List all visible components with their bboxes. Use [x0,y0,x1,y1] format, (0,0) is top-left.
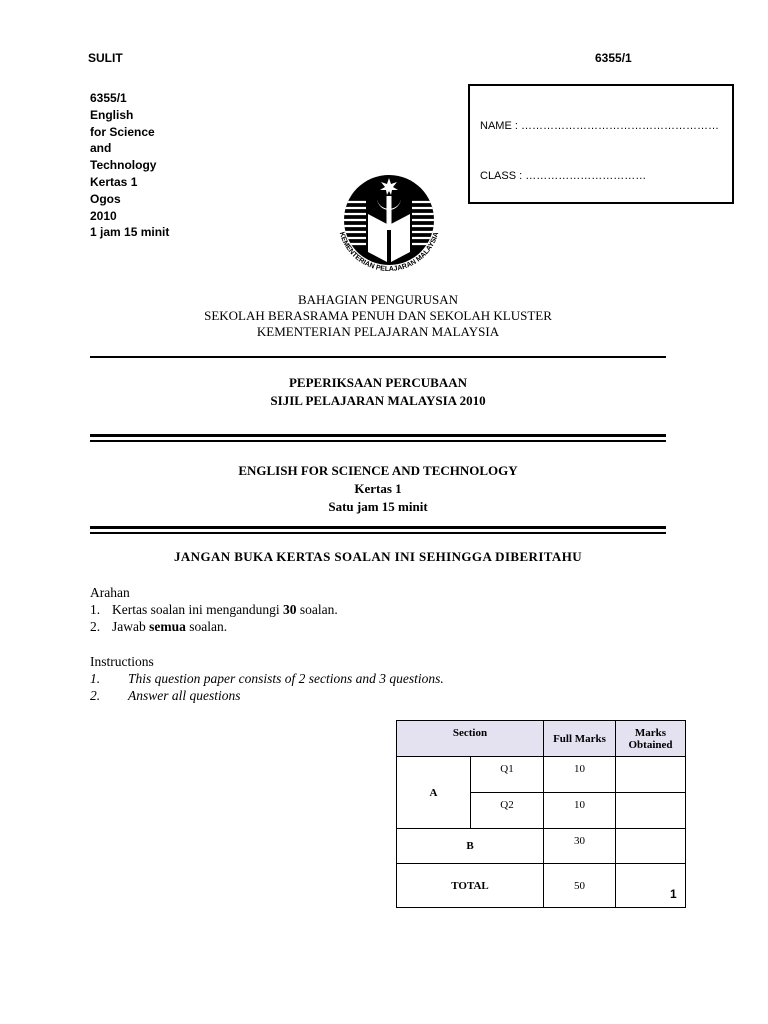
instructions-section [90,653,444,704]
organisation-line: KEMENTERIAN PELAJARAN MALAYSIA [256,324,500,339]
table-row [397,829,686,864]
paper-info-line: for Science [90,124,155,139]
paper-info-block [90,90,169,241]
table-header-row [397,721,686,757]
arahan-item: 2. Jawab semua soalan. [90,619,228,634]
paper-info-line: English [90,107,134,122]
header-paper-code: 6355/1 [595,51,632,65]
total-label: TOTAL [397,864,544,908]
paper-info-line: Technology [90,158,157,173]
double-divider [90,526,666,529]
header-sulit: SULIT [88,51,123,65]
section-a-label: A [397,757,471,829]
do-not-open-warning: JANGAN BUKA KERTAS SOALAN INI SEHINGGA DIBERITAHU [173,549,582,564]
marks-table [396,720,686,908]
marks-obtained-cell[interactable] [616,793,686,829]
exam-line: PEPERIKSAAN PERCUBAAN [288,375,468,390]
logo-text: KEMENTERIAN PELAJARAN MALAYSIA [337,231,441,274]
marks-obtained-cell[interactable] [616,757,686,793]
instructions-heading: Instructions [90,654,154,669]
full-marks-value: 30 [544,829,616,864]
divider [90,356,666,358]
name-class-box [468,84,734,204]
page-number: 1 [670,887,677,901]
exam-heading [90,374,666,410]
total-full-marks: 50 [544,864,616,908]
class-field[interactable]: CLASS : …………………………… [480,170,647,182]
paper-info-line: Kertas 1 [90,174,138,189]
paper-info-line: 1 jam 15 minit [90,225,170,240]
header-marks-obtained: Marks Obtained [616,721,686,757]
question-label: Q2 [471,793,544,829]
header-section: Section [397,721,544,757]
arahan-section [90,584,338,635]
subject-title: ENGLISH FOR SCIENCE AND TECHNOLOGY [238,463,518,478]
double-divider [90,434,666,437]
instruction-item: 2. Answer all questions [90,688,241,703]
organisation-heading [90,292,666,340]
table-total-row [397,864,686,908]
organisation-line: BAHAGIAN PENGURUSAN [298,292,458,307]
paper-info-line: 6355/1 [90,91,127,105]
instruction-item: 1. This question paper consists of 2 sections and 3 questions. [90,671,444,686]
arahan-heading: Arahan [90,585,130,600]
subject-heading [90,462,666,516]
paper-info-line: 2010 [90,208,117,223]
organisation-line: SEKOLAH BERASRAMA PENUH DAN SEKOLAH KLUSTER [204,308,552,323]
full-marks-value: 10 [544,793,616,829]
full-marks-value: 10 [544,757,616,793]
paper-info-line: and [90,141,112,156]
marks-obtained-cell[interactable] [616,829,686,864]
section-b-label: B [397,829,544,864]
name-field[interactable]: NAME : ……………………………………………… [480,120,719,132]
exam-line: SIJIL PELAJARAN MALAYSIA 2010 [270,393,486,408]
double-divider [90,440,666,442]
header-full-marks: Full Marks [544,721,616,757]
arahan-item: 1. Kertas soalan ini mengandungi 30 soalan. [90,602,338,617]
paper-info-line: Ogos [90,191,121,206]
question-label: Q1 [471,757,544,793]
subject-duration: Satu jam 15 minit [328,499,428,514]
double-divider [90,532,666,534]
table-row [397,757,686,793]
subject-paper: Kertas 1 [354,481,402,496]
kementerian-crest-icon [330,174,448,278]
